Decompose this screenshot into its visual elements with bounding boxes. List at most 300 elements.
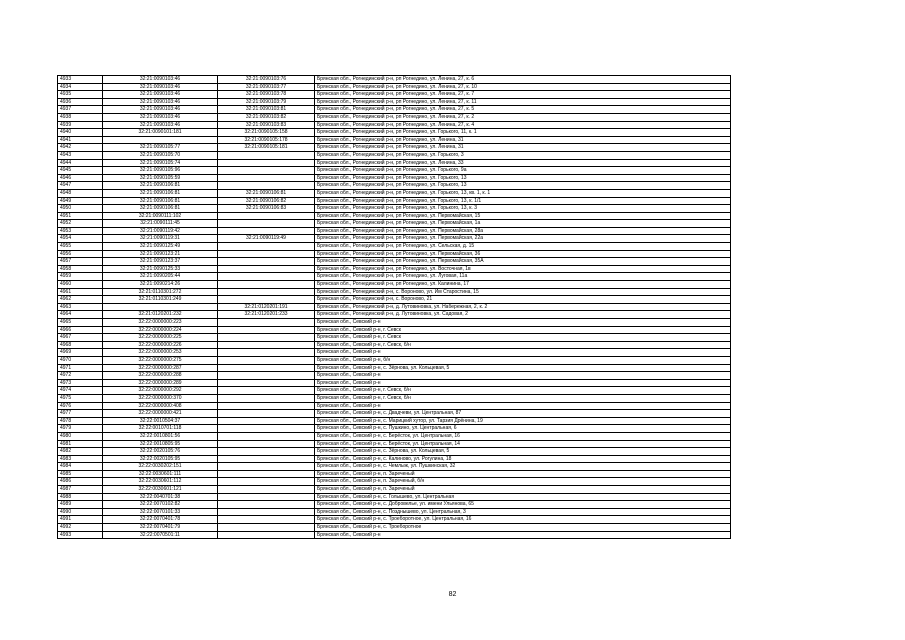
table-row: [58, 334, 731, 342]
table-row: [58, 121, 731, 129]
land-cadastral-number: 32:21:0090103:46: [103, 98, 218, 106]
table-row: [58, 364, 731, 372]
land-cadastral-number: 32:22:0010701:118: [103, 425, 218, 433]
row-number: 4938: [58, 113, 103, 121]
row-number: 4953: [58, 227, 103, 235]
object-cadastral-number: [218, 281, 315, 289]
object-cadastral-number: [218, 478, 315, 486]
object-cadastral-number: [218, 167, 315, 175]
object-address: Брянская обл., Севский р-н, п. Зареченый: [315, 470, 731, 478]
land-cadastral-number: 32:21:0090103:46: [103, 106, 218, 114]
row-number: 4980: [58, 432, 103, 440]
land-cadastral-number: 32:21:0090119:42: [103, 227, 218, 235]
row-number: 4985: [58, 470, 103, 478]
table-row: [58, 212, 731, 220]
object-address: Брянская обл., Рогнединский р-н, рп Рогнедино, ул. Ленина, 27, к. 7: [315, 91, 731, 99]
object-address: Брянская обл., Рогнединский р-н, рп Рогнедино, ул. Горького, 13, к. 1/1: [315, 197, 731, 205]
row-number: 4960: [58, 281, 103, 289]
table-row: [58, 273, 731, 281]
object-address: Брянская обл., Рогнединский р-н, рп Рогнедино, ул. Ленина, 27, к. 11: [315, 98, 731, 106]
land-cadastral-number: 32:22:0030601:111: [103, 470, 218, 478]
row-number: 4973: [58, 379, 103, 387]
row-number: 4993: [58, 531, 103, 539]
land-cadastral-number: 32:21:0090119:31: [103, 235, 218, 243]
object-cadastral-number: 32:21:0090103:76: [218, 76, 315, 84]
table-row: [58, 311, 731, 319]
object-address: Брянская обл., Рогнединский р-н, д. Лутовиновка, ул. Набережная, 2, к. 2: [315, 303, 731, 311]
object-cadastral-number: 32:21:0090103:83: [218, 121, 315, 129]
land-cadastral-number: 32:22:0010801:56: [103, 432, 218, 440]
table-row: [58, 288, 731, 296]
land-cadastral-number: 32:22:0030202:151: [103, 463, 218, 471]
object-cadastral-number: [218, 410, 315, 418]
row-number: 4974: [58, 387, 103, 395]
object-cadastral-number: 32:21:0090103:78: [218, 91, 315, 99]
object-cadastral-number: [218, 326, 315, 334]
table-row: [58, 151, 731, 159]
land-cadastral-number: 32:22:0000000:253: [103, 349, 218, 357]
land-cadastral-number: 32:22:0020105:76: [103, 448, 218, 456]
object-cadastral-number: [218, 448, 315, 456]
table-row: [58, 493, 731, 501]
land-cadastral-number: 32:22:0000000:275: [103, 356, 218, 364]
object-address: Брянская обл., Севский р-н, с. Двадчеви, ул. Центральная, 87: [315, 410, 731, 418]
object-cadastral-number: [218, 364, 315, 372]
object-cadastral-number: [218, 516, 315, 524]
object-cadastral-number: [218, 182, 315, 190]
land-cadastral-number: 32:21:0090106:81: [103, 189, 218, 197]
object-cadastral-number: [218, 508, 315, 516]
page-number: 82: [448, 591, 457, 598]
table-row: [58, 341, 731, 349]
object-address: Брянская обл., Севский р-н, с. Зёрнова, ул. Кольцевая, 5: [315, 448, 731, 456]
object-address: Брянская обл., Рогнединский р-н, рп Рогнедино, ул. Ленина, 27, к. 5: [315, 106, 731, 114]
row-number: 4944: [58, 159, 103, 167]
object-address: Брянская обл., Рогнединский р-н, рп Рогнедино, ул. Ленина, 33: [315, 159, 731, 167]
object-address: Брянская обл., Рогнединский р-н, рп Рогнедино, ул. Первомайская, 22а: [315, 235, 731, 243]
table-row: [58, 319, 731, 327]
object-cadastral-number: [218, 531, 315, 539]
object-address: Брянская обл., Рогнединский р-н, рп Рогнедино, ул. Луговая, 11а: [315, 273, 731, 281]
table-row: [58, 508, 731, 516]
object-address: Брянская обл., Рогнединский р-н, рп Рогнедино, ул. Ленина, 27, к. 2: [315, 113, 731, 121]
land-cadastral-number: 32:22:0000000:287: [103, 364, 218, 372]
object-cadastral-number: [218, 265, 315, 273]
object-address: Брянская обл., Севский р-н, г. Севск, б/н: [315, 341, 731, 349]
land-cadastral-number: 32:21:0090106:81: [103, 182, 218, 190]
object-address: Брянская обл., Рогнединский р-н, рп Рогнедино, ул. Первомайская, 35А: [315, 258, 731, 266]
object-cadastral-number: [218, 470, 315, 478]
object-address: Брянская обл., Рогнединский р-н, рп Рогнедино, ул. Ленина, 27, к. 6: [315, 76, 731, 84]
object-cadastral-number: [218, 227, 315, 235]
object-address: Брянская обл., Рогнединский р-н, рп Рогнедино, ул. Сельская, д. 15: [315, 243, 731, 251]
object-cadastral-number: [218, 319, 315, 327]
row-number: 4972: [58, 372, 103, 380]
row-number: 4967: [58, 334, 103, 342]
row-number: 4955: [58, 243, 103, 251]
object-address: Брянская обл., Рогнединский р-н, рп Рогнедино, ул. Горького, 13: [315, 182, 731, 190]
land-cadastral-number: 32:22:0030601:112: [103, 478, 218, 486]
row-number: 4964: [58, 311, 103, 319]
land-cadastral-number: 32:21:0090103:46: [103, 121, 218, 129]
object-address: Брянская обл., Севский р-н, с. Голышево, ул. Центральная: [315, 493, 731, 501]
land-cadastral-number: 32:21:0090214:26: [103, 281, 218, 289]
object-cadastral-number: [218, 440, 315, 448]
row-number: 4979: [58, 425, 103, 433]
land-cadastral-number: [103, 136, 218, 144]
row-number: 4968: [58, 341, 103, 349]
object-cadastral-number: [218, 493, 315, 501]
land-cadastral-number: 32:22:0070401:78: [103, 516, 218, 524]
table-row: [58, 417, 731, 425]
row-number: 4958: [58, 265, 103, 273]
object-cadastral-number: 32:21:0090103:79: [218, 98, 315, 106]
row-number: 4965: [58, 319, 103, 327]
table-row: [58, 372, 731, 380]
land-cadastral-number: 32:21:0090103:46: [103, 113, 218, 121]
object-cadastral-number: [218, 220, 315, 228]
row-number: 4976: [58, 402, 103, 410]
row-number: 4951: [58, 212, 103, 220]
table-row: [58, 76, 731, 84]
land-cadastral-number: 32:21:0110301:249: [103, 296, 218, 304]
object-address: Брянская обл., Севский р-н, п. Зареченый, б/н: [315, 478, 731, 486]
row-number: 4935: [58, 91, 103, 99]
row-number: 4966: [58, 326, 103, 334]
object-cadastral-number: [218, 387, 315, 395]
row-number: 4989: [58, 501, 103, 509]
object-cadastral-number: [218, 212, 315, 220]
object-cadastral-number: [218, 273, 315, 281]
table-row: [58, 129, 731, 137]
table-row: [58, 167, 731, 175]
row-number: 4975: [58, 394, 103, 402]
object-cadastral-number: [218, 501, 315, 509]
property-register-table: [57, 75, 731, 539]
object-address: Брянская обл., Рогнединский р-н, рп Рогнедино, ул. Ленина, 27, к. 10: [315, 83, 731, 91]
table-row: [58, 136, 731, 144]
table-row: [58, 258, 731, 266]
row-number: 4954: [58, 235, 103, 243]
land-cadastral-number: 32:21:0090105:74: [103, 159, 218, 167]
land-cadastral-number: 32:22:0000000:224: [103, 326, 218, 334]
object-cadastral-number: 32:21:0120201:191: [218, 303, 315, 311]
row-number: 4943: [58, 151, 103, 159]
row-number: 4942: [58, 144, 103, 152]
object-address: Брянская обл., Севский р-н, с. Пушкино, ул. Центральная, 6: [315, 425, 731, 433]
table-row: [58, 394, 731, 402]
land-cadastral-number: 32:22:0000000:223: [103, 319, 218, 327]
object-address: Брянская обл., Севский р-н: [315, 319, 731, 327]
object-address: Брянская обл., Севский р-н, с. Зёрнова, ул. Кольцевая, 5: [315, 364, 731, 372]
land-cadastral-number: 32:22:0000000:226: [103, 341, 218, 349]
row-number: 4963: [58, 303, 103, 311]
object-address: Брянская обл., Рогнединский р-н, рп Рогнедино, ул. Горького, 3: [315, 151, 731, 159]
object-cadastral-number: [218, 402, 315, 410]
land-cadastral-number: 32:21:0090103:46: [103, 91, 218, 99]
table-row: [58, 440, 731, 448]
row-number: 4957: [58, 258, 103, 266]
table-row: [58, 463, 731, 471]
land-cadastral-number: 32:21:0090205:44: [103, 273, 218, 281]
row-number: 4933: [58, 76, 103, 84]
table-row: [58, 531, 731, 539]
object-address: Брянская обл., Рогнединский р-н, рп Рогнедино, ул. Первомайская, 28а: [315, 227, 731, 235]
object-cadastral-number: [218, 151, 315, 159]
object-cadastral-number: [218, 372, 315, 380]
land-cadastral-number: 32:22:0010504:37: [103, 417, 218, 425]
object-cadastral-number: [218, 296, 315, 304]
table-row: [58, 410, 731, 418]
object-cadastral-number: [218, 250, 315, 258]
land-cadastral-number: 32:21:0090106:81: [103, 205, 218, 213]
object-address: Брянская обл., Севский р-н: [315, 531, 731, 539]
object-cadastral-number: [218, 356, 315, 364]
land-cadastral-number: 32:21:0120201:232: [103, 311, 218, 319]
land-cadastral-number: 32:21:0090105:59: [103, 174, 218, 182]
row-number: 4987: [58, 486, 103, 494]
object-cadastral-number: [218, 432, 315, 440]
land-cadastral-number: 32:22:0070401:79: [103, 524, 218, 532]
land-cadastral-number: 32:21:0090103:46: [103, 83, 218, 91]
land-cadastral-number: 32:22:0030601:121: [103, 486, 218, 494]
object-address: Брянская обл., Рогнединский р-н, рп Рогнедино, ул. Горького, 11, к. 1: [315, 129, 731, 137]
object-cadastral-number: 32:21:0090105:158: [218, 129, 315, 137]
object-address: Брянская обл., Севский р-н: [315, 379, 731, 387]
object-address: Брянская обл., Севский р-н, с. Марицкий хутор, ул. Тарзия Дрёнина, 19: [315, 417, 731, 425]
row-number: 4956: [58, 250, 103, 258]
table-row: [58, 205, 731, 213]
row-number: 4952: [58, 220, 103, 228]
table-row: [58, 182, 731, 190]
land-cadastral-number: 32:22:0010805:95: [103, 440, 218, 448]
row-number: 4941: [58, 136, 103, 144]
land-cadastral-number: 32:21:0090105:96: [103, 167, 218, 175]
object-address: Брянская обл., Рогнединский р-н, рп Рогнедино, ул. Ленина, 27, к. 4: [315, 121, 731, 129]
object-address: Брянская обл., Севский р-н, б/н: [315, 356, 731, 364]
table-row: [58, 265, 731, 273]
land-cadastral-number: 32:21:0090105:70: [103, 151, 218, 159]
row-number: 4936: [58, 98, 103, 106]
row-number: 4984: [58, 463, 103, 471]
land-cadastral-number: 32:21:0090111:102: [103, 212, 218, 220]
object-address: Брянская обл., Рогнединский р-н, рп Рогнедино, ул. Горького, 13, кв. 1, к. 1: [315, 189, 731, 197]
table-row: [58, 106, 731, 114]
object-address: Брянская обл., Рогнединский р-н, рп Рогнедино, ул. Первомайская, 15: [315, 212, 731, 220]
table-row: [58, 478, 731, 486]
object-address: Брянская обл., Рогнединский р-н, рп Рогнедино, ул. Горького, 13: [315, 174, 731, 182]
object-address: Брянская обл., Рогнединский р-н, рп Рогнедино, ул. Горького, 13, к. 3: [315, 205, 731, 213]
object-cadastral-number: [218, 463, 315, 471]
land-cadastral-number: 32:21:0090103:46: [103, 76, 218, 84]
land-cadastral-number: 32:22:0020105:95: [103, 455, 218, 463]
object-address: Брянская обл., Рогнединский р-н, рп Рогнедино, ул. Горького, 9а: [315, 167, 731, 175]
object-cadastral-number: [218, 288, 315, 296]
row-number: 4970: [58, 356, 103, 364]
object-cadastral-number: [218, 258, 315, 266]
row-number: 4983: [58, 455, 103, 463]
row-number: 4969: [58, 349, 103, 357]
land-cadastral-number: 32:21:0110301:272: [103, 288, 218, 296]
object-address: Брянская обл., Рогнединский р-н, рп Рогнедино, ул. Калинина, 17: [315, 281, 731, 289]
table-row: [58, 356, 731, 364]
land-cadastral-number: 32:21:0090101:181: [103, 129, 218, 137]
land-cadastral-number: [103, 303, 218, 311]
land-cadastral-number: 32:22:0070501:11: [103, 531, 218, 539]
object-cadastral-number: [218, 341, 315, 349]
land-cadastral-number: 32:21:0090125:49: [103, 243, 218, 251]
object-cadastral-number: [218, 425, 315, 433]
table-row: [58, 425, 731, 433]
table-row: [58, 159, 731, 167]
object-cadastral-number: [218, 159, 315, 167]
table-row: [58, 174, 731, 182]
row-number: 4937: [58, 106, 103, 114]
table-row: [58, 448, 731, 456]
object-address: Брянская обл., Севский р-н, п. Зареченый: [315, 486, 731, 494]
object-address: Брянская обл., Рогнединский р-н, рп Рогнедино, ул. Ленина, 31: [315, 136, 731, 144]
object-address: Брянская обл., Севский р-н, г. Севск: [315, 326, 731, 334]
table-row: [58, 250, 731, 258]
object-cadastral-number: 32:21:0090106:81: [218, 189, 315, 197]
object-address: Брянская обл., Рогнединский р-н, рп Рогнедино, ул. Восточная, 1в: [315, 265, 731, 273]
land-cadastral-number: 32:22:0000000:225: [103, 334, 218, 342]
object-cadastral-number: 32:21:0090103:77: [218, 83, 315, 91]
table-row: [58, 501, 731, 509]
row-number: 4982: [58, 448, 103, 456]
row-number: 4934: [58, 83, 103, 91]
table-row: [58, 326, 731, 334]
row-number: 4939: [58, 121, 103, 129]
object-address: Брянская обл., Севский р-н, с. Позднышево, ул. Центральная, 3: [315, 508, 731, 516]
object-address: Брянская обл., Севский р-н, с. Берёсток, ул. Центральная, 16: [315, 432, 731, 440]
table-row: [58, 91, 731, 99]
object-cadastral-number: [218, 334, 315, 342]
object-address: Брянская обл., Севский р-н, с. Добровелье, ул. имени Ульянова, 65: [315, 501, 731, 509]
row-number: 4946: [58, 174, 103, 182]
object-address: Брянская обл., Севский р-н, с. Берёсток, ул. Центральная, 14: [315, 440, 731, 448]
table-row: [58, 349, 731, 357]
object-address: Брянская обл., Рогнединский р-н, с. Вороново, ул. Им Старостина, 15: [315, 288, 731, 296]
land-cadastral-number: 32:22:0000000:289: [103, 379, 218, 387]
row-number: 4981: [58, 440, 103, 448]
object-cadastral-number: 32:21:0090105:178: [218, 136, 315, 144]
land-cadastral-number: 32:21:0090106:81: [103, 197, 218, 205]
row-number: 4988: [58, 493, 103, 501]
table-row: [58, 516, 731, 524]
row-number: 4992: [58, 524, 103, 532]
row-number: 4962: [58, 296, 103, 304]
land-cadastral-number: 32:22:0070102:82: [103, 501, 218, 509]
land-cadastral-number: 32:22:0000000:408: [103, 402, 218, 410]
table-row: [58, 379, 731, 387]
table-row: [58, 281, 731, 289]
object-address: Брянская обл., Рогнединский р-н, д. Лутовиновка, ул. Садовая, 2: [315, 311, 731, 319]
object-cadastral-number: [218, 417, 315, 425]
object-address: Брянская обл., Рогнединский р-н, рп Рогнедино, ул. Ленина, 31: [315, 144, 731, 152]
object-address: Брянская обл., Севский р-н, с. Троеборотное, ул. Центральная, 16: [315, 516, 731, 524]
land-cadastral-number: 32:22:0040701:38: [103, 493, 218, 501]
object-cadastral-number: 32:21:0090106:83: [218, 205, 315, 213]
row-number: 4991: [58, 516, 103, 524]
land-cadastral-number: 32:22:0000000:421: [103, 410, 218, 418]
row-number: 4948: [58, 189, 103, 197]
table-row: [58, 387, 731, 395]
object-cadastral-number: [218, 379, 315, 387]
land-cadastral-number: 32:21:0090111:45: [103, 220, 218, 228]
object-address: Брянская обл., Севский р-н, г. Севск, б/н: [315, 394, 731, 402]
table-row: [58, 220, 731, 228]
table-row: [58, 486, 731, 494]
table-row: [58, 243, 731, 251]
object-address: Брянская обл., Севский р-н, с. Калиново, ул. Рогулина, 18: [315, 455, 731, 463]
object-address: Брянская обл., Севский р-н: [315, 349, 731, 357]
object-cadastral-number: [218, 524, 315, 532]
table-row: [58, 524, 731, 532]
row-number: 4945: [58, 167, 103, 175]
object-cadastral-number: 32:21:0090103:82: [218, 113, 315, 121]
table-row: [58, 235, 731, 243]
row-number: 4940: [58, 129, 103, 137]
table-row: [58, 113, 731, 121]
row-number: 4990: [58, 508, 103, 516]
row-number: 4977: [58, 410, 103, 418]
object-cadastral-number: [218, 349, 315, 357]
object-address: Брянская обл., Севский р-н: [315, 372, 731, 380]
table-row: [58, 432, 731, 440]
row-number: 4959: [58, 273, 103, 281]
object-cadastral-number: 32:21:0090105:181: [218, 144, 315, 152]
land-cadastral-number: 32:21:0090123:37: [103, 258, 218, 266]
land-cadastral-number: 32:22:0070101:33: [103, 508, 218, 516]
table-row: [58, 98, 731, 106]
table-row: [58, 303, 731, 311]
row-number: 4947: [58, 182, 103, 190]
object-address: Брянская обл., Рогнединский р-н, с. Вороново, 21: [315, 296, 731, 304]
table-row: [58, 227, 731, 235]
table-row: [58, 296, 731, 304]
object-cadastral-number: 32:21:0120201:233: [218, 311, 315, 319]
table-body: [58, 76, 731, 539]
object-address: Брянская обл., Рогнединский р-н, рп Рогнедино, ул. Первомайская, 36: [315, 250, 731, 258]
object-cadastral-number: [218, 486, 315, 494]
land-cadastral-number: 32:21:0090125:33: [103, 265, 218, 273]
table-row: [58, 144, 731, 152]
object-cadastral-number: [218, 394, 315, 402]
table-row: [58, 470, 731, 478]
land-cadastral-number: 32:22:0000000:288: [103, 372, 218, 380]
object-address: Брянская обл., Севский р-н: [315, 402, 731, 410]
land-cadastral-number: 32:22:0000000:292: [103, 387, 218, 395]
row-number: 4961: [58, 288, 103, 296]
object-cadastral-number: [218, 174, 315, 182]
object-cadastral-number: 32:21:0090119:49: [218, 235, 315, 243]
row-number: 4978: [58, 417, 103, 425]
table-row: [58, 402, 731, 410]
land-cadastral-number: 32:22:0000000:370: [103, 394, 218, 402]
object-address: Брянская обл., Севский р-н, с. Троеборотное: [315, 524, 731, 532]
table-row: [58, 455, 731, 463]
row-number: 4986: [58, 478, 103, 486]
object-address: Брянская обл., Рогнединский р-н, рп Рогнедино, ул. Первомайская, 1а: [315, 220, 731, 228]
object-address: Брянская обл., Севский р-н, с. Чемлыж, ул. Пушкинская, 32: [315, 463, 731, 471]
table-row: [58, 197, 731, 205]
object-cadastral-number: [218, 243, 315, 251]
row-number: 4971: [58, 364, 103, 372]
row-number: 4949: [58, 197, 103, 205]
land-cadastral-number: 32:21:0090123:21: [103, 250, 218, 258]
land-cadastral-number: 32:21:0090105:77: [103, 144, 218, 152]
